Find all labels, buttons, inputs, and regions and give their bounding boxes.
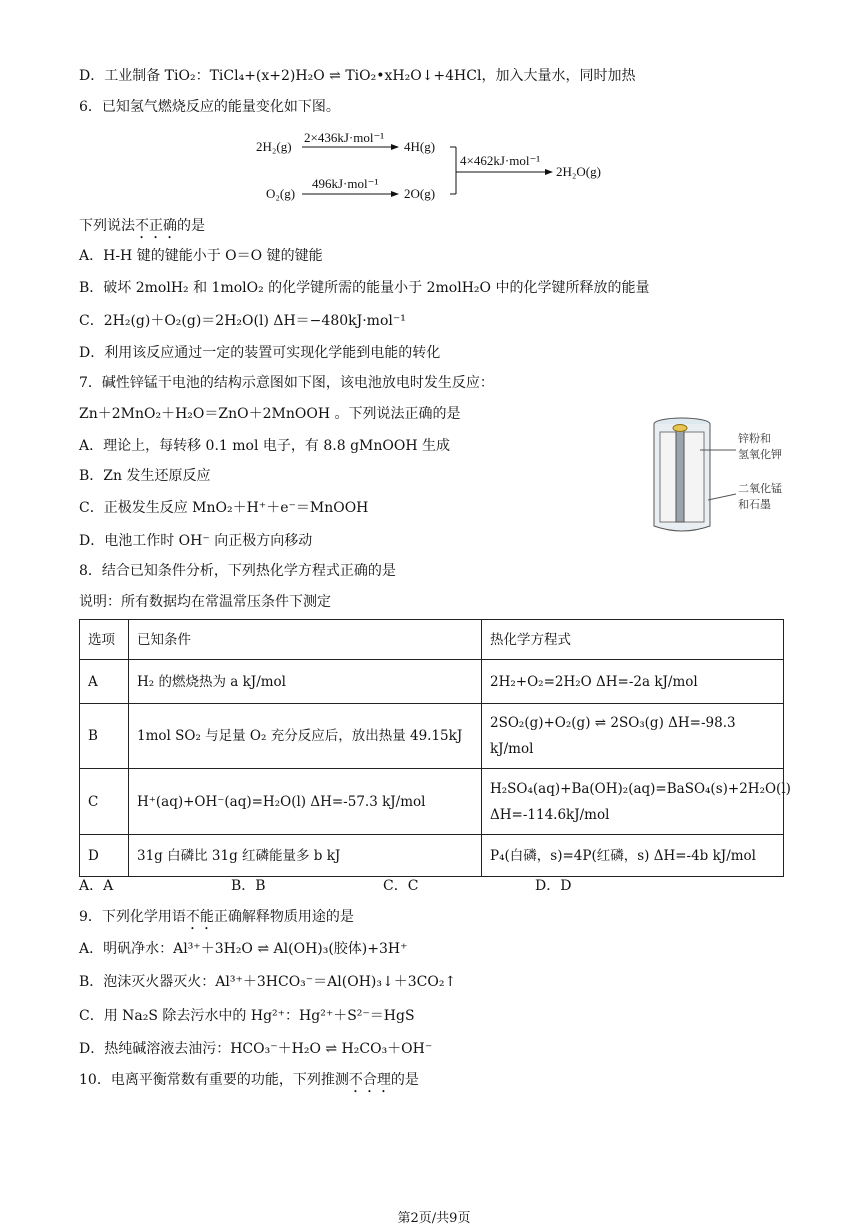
q8-choices — [79, 876, 687, 896]
q6-option-a: A．H-H 键的键能小于 O＝O 键的键能 — [79, 248, 323, 264]
table-header-option: 选项 — [80, 620, 129, 660]
q6-question-c: 的是 — [177, 218, 205, 234]
q6-stem: 6．已知氢气燃烧反应的能量变化如下图。 — [79, 99, 340, 115]
q6-option-d: D．利用该反应通过一定的装置可实现化学能到电能的转化 — [79, 345, 441, 361]
o2-label: O₂(g) — [266, 186, 296, 201]
choice-b: B．B — [231, 878, 266, 894]
energy-diagram — [250, 122, 630, 212]
battery-diagram — [646, 410, 826, 542]
choice-a: A．A — [79, 878, 114, 894]
q6-option-b: B．破坏 2molH₂ 和 1molO₂ 的化学键所需的能量小于 2molH₂O 中的化学键所释放的能量 — [79, 280, 650, 296]
table-cell-condition: H₂ 的燃烧热为 a kJ/mol — [129, 660, 482, 704]
table-header-row — [80, 620, 784, 660]
q10-stem-emphasis: 不合理 — [348, 1072, 391, 1088]
table-cell-option: B — [80, 704, 129, 769]
battery-label-2a: 二氧化锰 — [738, 482, 782, 495]
table-header-condition: 已知条件 — [129, 620, 482, 660]
page-footer: 第2页/共9页 — [397, 1211, 471, 1226]
h2-arrow-label: 2×436kJ·mol⁻¹ — [304, 130, 385, 145]
q6-option-c: C．2H₂(g)＋O₂(g)＝2H₂O(l) ΔH＝−480kJ·mol⁻¹ — [79, 313, 406, 329]
table-cell-option: C — [80, 769, 129, 835]
table-cell-option: A — [80, 660, 129, 704]
q7-equation: Zn＋2MnO₂＋H₂O＝ZnO＋2MnOOH 。下列说法正确的是 — [79, 406, 461, 422]
table-row — [80, 835, 784, 877]
q5-option-d: D．工业制备 TiO₂：TiCl₄+(x+2)H₂O ⇌ TiO₂•xH₂O↓+4HCl，加入大量水，同时加热 — [79, 68, 636, 84]
q10-stem-a: 10．电离平衡常数有重要的功能，下列推测 — [79, 1072, 349, 1088]
table-cell-condition: H⁺(aq)+OH⁻(aq)=H₂O(l) ΔH=-57.3 kJ/mol — [129, 769, 482, 835]
q7-option-c: C．正极发生反应 MnO₂＋H⁺＋e⁻＝MnOOH — [79, 500, 369, 516]
table-cell-equation: H₂SO₄(aq)+Ba(OH)₂(aq)=BaSO₄(s)+2H₂O(l) ΔH=-114.6kJ/mol — [482, 769, 784, 835]
table-row — [80, 769, 784, 835]
table-row — [80, 704, 784, 769]
o2-arrow-label: 496kJ·mol⁻¹ — [312, 176, 379, 191]
table-cell-condition: 31g 白磷比 31g 红磷能量多 b kJ — [129, 835, 482, 877]
q9-option-d: D．热纯碱溶液去油污：HCO₃⁻＋H₂O ⇌ H₂CO₃＋OH⁻ — [79, 1041, 433, 1057]
q6-question-emphasis: 不正确 — [135, 218, 177, 234]
q7-option-d: D．电池工作时 OH⁻ 向正极方向移动 — [79, 533, 313, 549]
q9-option-c: C．用 Na₂S 除去污水中的 Hg²⁺：Hg²⁺＋S²⁻＝HgS — [79, 1008, 415, 1024]
q7-stem: 7．碱性锌锰干电池的结构示意图如下图，该电池放电时发生反应： — [79, 375, 494, 391]
q9-stem — [79, 907, 354, 933]
table-cell-equation: 2SO₂(g)+O₂(g) ⇌ 2SO₃(g) ΔH=-98.3 kJ/mol — [482, 704, 784, 769]
q9-stem-emphasis: 不能 — [185, 909, 214, 925]
q9-option-a: A．明矾净水：Al³⁺＋3H₂O ⇌ Al(OH)₃(胶体)+3H⁺ — [79, 941, 408, 957]
h2-label: 2H₂(g) — [256, 139, 292, 154]
q8-table — [79, 619, 791, 877]
table-cell-condition: 1mol SO₂ 与足量 O₂ 充分反应后，放出热量 49.15kJ — [129, 704, 482, 769]
choice-c: C．C — [383, 878, 419, 894]
battery-label-1a: 锌粉和 — [738, 432, 771, 445]
battery-label-1b: 氢氧化钾 — [738, 448, 782, 461]
q7-option-b: B．Zn 发生还原反应 — [79, 468, 211, 484]
q6-question-a: 下列说法 — [79, 218, 135, 234]
q8-stem: 8．结合已知条件分析，下列热化学方程式正确的是 — [79, 563, 396, 579]
h-label: 4H(g) — [404, 139, 436, 154]
q7-option-a: A．理论上，每转移 0.1 mol 电子，有 8.8 gMnOOH 生成 — [79, 438, 450, 454]
combine-arrow-label: 4×462kJ·mol⁻¹ — [460, 153, 541, 168]
battery-label-2b: 和石墨 — [738, 498, 771, 511]
q8-note: 说明：所有数据均在常温常压条件下测定 — [79, 594, 331, 610]
q9-stem-c: 正确解释物质用途的是 — [213, 909, 354, 925]
table-cell-equation: P₄(白磷，s)=4P(红磷，s) ΔH=-4b kJ/mol — [482, 835, 784, 877]
o-label: 2O(g) — [404, 186, 436, 201]
q6-question — [79, 216, 205, 242]
choice-d: D．D — [535, 878, 572, 894]
q10-stem — [79, 1070, 419, 1096]
table-cell-option: D — [80, 835, 129, 877]
q10-stem-c: 的是 — [390, 1072, 419, 1088]
q9-stem-a: 9．下列化学用语 — [79, 909, 186, 925]
table-header-equation: 热化学方程式 — [482, 620, 784, 660]
q9-option-b: B．泡沫灭火器灭火：Al³⁺＋3HCO₃⁻＝Al(OH)₃↓＋3CO₂↑ — [79, 974, 457, 990]
table-cell-equation: 2H₂+O₂=2H₂O ΔH=-2a kJ/mol — [482, 660, 784, 704]
product-label: 2H₂O(g) — [556, 164, 601, 179]
table-row — [80, 660, 784, 704]
